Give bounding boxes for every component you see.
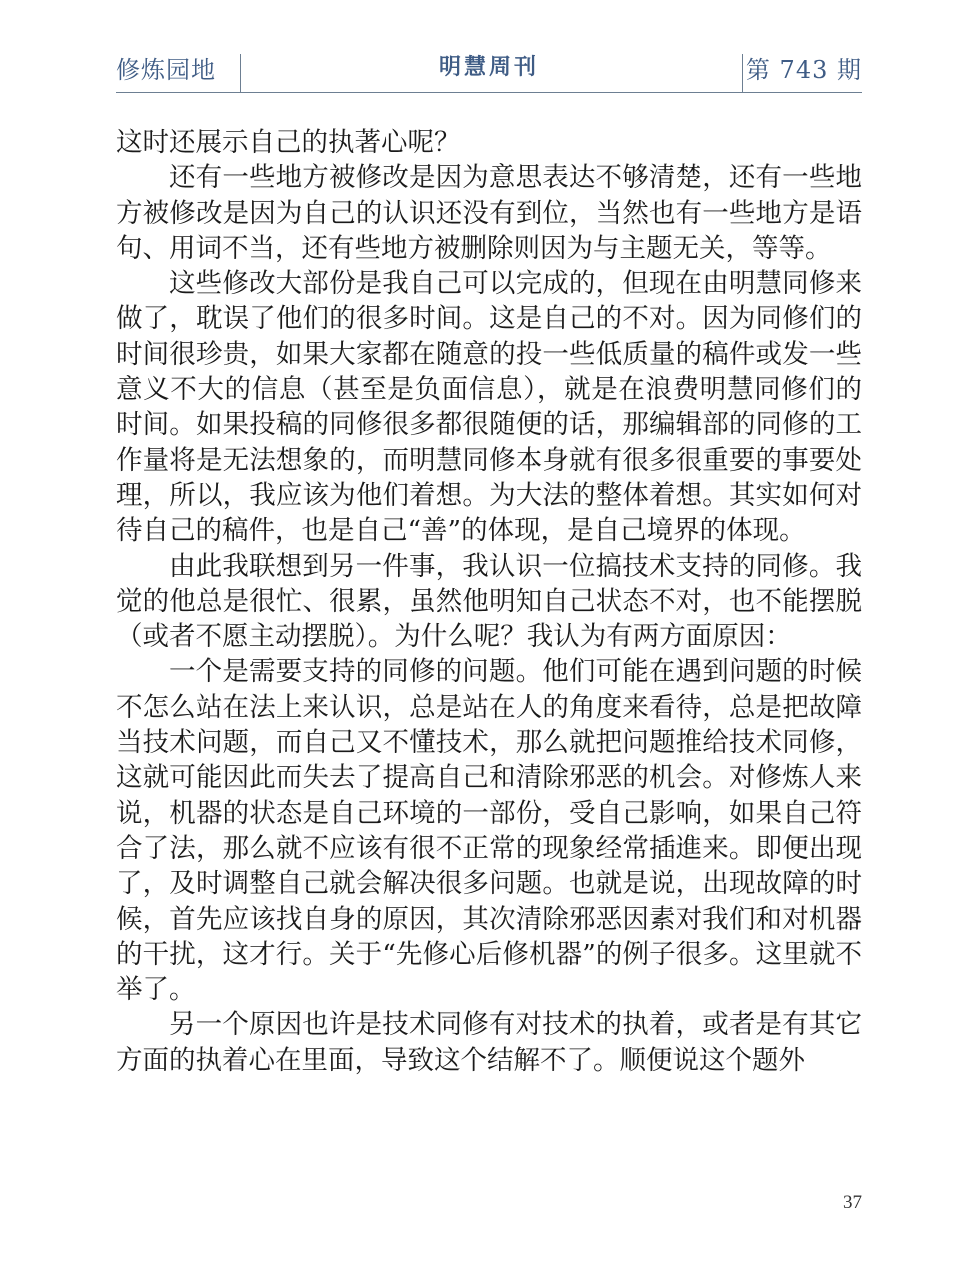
- paragraph: 一个是需要支持的同修的问题。他们可能在遇到问题的时候不怎么站在法上来认识，总是站在人的角度来看待，总是把故障当技术问题，而自己又不懂技术，那么就把问题推给技术同修，这就可能因此而失去了提高自己和清除邪恶的机会。对修炼人来说，机器的状态是自己环境的一部份，受自己影响，如果自己符合了法，那么就不应该有很不正常的现象经常插進来。即便出现了，及时调整自己就会解决很多问题。也就是说，出现故障的时候，首先应该找自身的原因，其次清除邪恶因素对我们和对机器的干扰，这才行。关于“先修心后修机器”的例子很多。这里就不举了。: [116, 656, 862, 1006]
- publication-title: 明慧周刊: [438, 55, 539, 80]
- article-body: [116, 125, 862, 1078]
- header-divider-right: [742, 54, 743, 92]
- paragraph: 还有一些地方被修改是因为意思表达不够清楚，还有一些地方被修改是因为自己的认识还没有到位，当然也有一些地方是语句、用词不当，还有些地方被删除则因为与主题无关，等等。: [116, 162, 862, 264]
- section-title: 修炼园地: [116, 56, 216, 84]
- paragraph: 另一个原因也许是技术同修有对技术的执着，或者是有其它方面的执着心在里面，导致这个结解不了。顺便说这个题外: [116, 1009, 862, 1076]
- paragraph: 这些修改大部份是我自己可以完成的，但现在由明慧同修来做了，耽误了他们的很多时间。这是自己的不对。因为同修们的时间很珍贵，如果大家都在随意的投一些低质量的稿件或发一些意义不大的信息（甚至是负面信息），就是在浪费明慧同修们的时间。如果投稿的同修很多都很随便的话，那编辑部的同修的工作量将是无法想象的，而明慧同修本身就有很多很重要的事要处理，所以，我应该为他们着想。为大法的整体着想。其实如何对待自己的稿件，也是自己“善”的体现，是自己境界的体现。: [116, 268, 862, 547]
- paragraph-continued: 这时还展示自己的执著心呢？: [116, 127, 461, 158]
- paragraph: 由此我联想到另一件事，我认识一位搞技术支持的同修。我觉的他总是很忙、很累，虽然他明知自己状态不对，也不能摆脱（或者不愿主动摆脱）。为什么呢？我认为有两方面原因：: [116, 550, 862, 653]
- page-number: 37: [843, 1192, 862, 1213]
- issue-number: 第 743 期: [745, 56, 862, 84]
- page-header: [116, 48, 862, 93]
